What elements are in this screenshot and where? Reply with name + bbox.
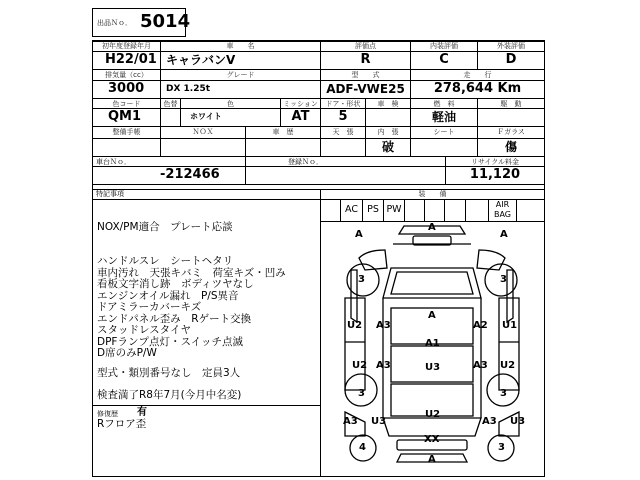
- equipment-airbag-line2: BAG: [493, 210, 512, 219]
- equipment-airbag-line1: AIR: [495, 200, 510, 209]
- maintenance-book-header: 整備手帳: [112, 128, 141, 136]
- front-glass-value: 傷: [504, 140, 517, 154]
- note-model-line: 型式・類別番号なし 定員3人: [97, 367, 241, 379]
- first-registration-value: H22/01: [105, 52, 157, 67]
- mileage-header: 走 行: [463, 71, 492, 79]
- recycle-fee-header: リサイクル料金: [470, 158, 520, 166]
- interior-score-header: 内装評価: [430, 42, 458, 50]
- mark-rear-left-tire: 4: [359, 442, 366, 453]
- mark-right-pillar-lower: A3: [473, 360, 488, 371]
- color-tone-header: 色替: [163, 100, 178, 108]
- seat-header: シート: [433, 128, 455, 136]
- mark-right-side-lower: U2: [500, 360, 516, 371]
- equipment-ac: AC: [345, 204, 358, 215]
- mark-front-left: A: [355, 229, 363, 240]
- car-name-value: キャラバンV: [166, 53, 236, 67]
- registration-header: 登録Ｎｏ．: [288, 158, 323, 166]
- repair-detail: Rフロア歪: [97, 418, 147, 430]
- color-header: 色: [227, 100, 234, 108]
- mark-rear-left-quarter: U3: [371, 416, 387, 427]
- mark-left-side-lower: U2: [352, 360, 368, 371]
- mark-roof-rear: U3: [425, 362, 441, 373]
- lot-label: 出品Ｎｏ．: [97, 19, 132, 27]
- history-header: 車 歴: [272, 128, 294, 136]
- recycle-fee-value: 11,120: [469, 167, 521, 182]
- equipment-pw: PW: [386, 204, 402, 215]
- mark-rear-bottom: A: [428, 454, 436, 465]
- note-line: D席のみP/W: [97, 347, 157, 359]
- mark-tailgate: U2: [425, 409, 441, 420]
- score-value: R: [360, 52, 371, 67]
- mark-front-right: A: [500, 229, 508, 240]
- repair-history-value: 有: [137, 407, 147, 418]
- color-value: ホワイト: [190, 112, 222, 121]
- mark-rear-left-corner: A3: [343, 416, 358, 427]
- note-line: ハンドルスレ シートヘタリ: [97, 255, 234, 267]
- mark-rear-right-quarter: A3: [482, 416, 497, 427]
- fuel-header: 燃 料: [433, 100, 455, 108]
- lot-box: [92, 8, 191, 37]
- mark-rear-bumper: XX: [424, 434, 440, 445]
- note-line: スタッドレスタイヤ: [97, 324, 191, 336]
- nox-header: ＮＯＸ: [192, 128, 214, 136]
- mark-roof-mid: A1: [425, 338, 440, 349]
- note-main: NOX/PM適合 プレート応談: [97, 221, 233, 233]
- grade-value: DX 1.25t: [166, 84, 211, 94]
- notes-header: 特記事項: [96, 190, 124, 198]
- note-line: DPFランプ点灯・スイッチ点滅: [97, 336, 244, 348]
- fuel-value: 軽油: [431, 110, 456, 124]
- mark-rear-right-wheel: 3: [500, 388, 507, 399]
- roof-lining-header: 天 張: [332, 128, 354, 136]
- mark-rear-right-corner: U3: [510, 416, 526, 427]
- lot-number: 5014: [140, 11, 191, 32]
- mark-front-center: A: [428, 222, 436, 233]
- year-header: 初年度登録年月: [102, 42, 151, 50]
- color-code-header: 色コード: [112, 100, 141, 108]
- note-line: ドアミラーカバーキズ: [97, 301, 202, 313]
- transmission-header: ミッション: [283, 100, 318, 108]
- displacement-value: 3000: [108, 81, 145, 96]
- mark-right-side-upper: U1: [502, 320, 518, 331]
- exterior-score-value: D: [505, 52, 517, 67]
- chassis-header: 車台Ｎｏ．: [96, 158, 131, 166]
- model-value: ADF-VWE25: [326, 82, 405, 96]
- mark-right-pillar-upper: A2: [473, 320, 488, 331]
- transmission-value: AT: [291, 109, 310, 124]
- displacement-header: 排気量（cc）: [105, 71, 148, 79]
- equipment-ps: PS: [367, 204, 379, 215]
- drive-header: 駆 動: [500, 100, 522, 108]
- interior-score-value: C: [439, 52, 449, 67]
- note-line: エンジンオイル漏れ P/S異音: [97, 290, 239, 302]
- inspection-header: 車 検: [377, 100, 399, 108]
- interior-lining-header: 内 張: [377, 128, 399, 136]
- mark-left-pillar-lower: A3: [376, 360, 391, 371]
- mark-mirror-left: 3: [358, 274, 365, 285]
- mileage-value: 278,644 Km: [433, 81, 522, 96]
- mark-left-side-upper: U2: [347, 320, 363, 331]
- note-line: 看板文字消し跡 ボディツヤなし: [97, 278, 254, 290]
- grade-header: グレード: [226, 71, 255, 79]
- note-line: 車内汚れ 天張キバミ 荷室キズ・凹み: [97, 267, 286, 279]
- color-code-value: QM1: [108, 109, 142, 124]
- note-inspection-line: 検査満了R8年7月(今月中名変): [97, 389, 242, 401]
- exterior-score-header: 外装評価: [497, 42, 525, 50]
- model-header: 型 式: [351, 71, 380, 79]
- mark-rear-left-wheel: 3: [358, 388, 365, 399]
- left-front-outline: [347, 250, 387, 322]
- mark-roof-front: A: [428, 310, 436, 321]
- right-front-outline: [477, 250, 517, 322]
- mark-left-pillar-upper: A3: [376, 320, 391, 331]
- doors-value: 5: [338, 109, 348, 124]
- score-header: 評価点: [355, 42, 376, 50]
- car-name-header: 車 名: [226, 42, 255, 50]
- repair-history-label: 修復歴: [97, 410, 118, 418]
- mark-mirror-right: 3: [500, 274, 507, 285]
- interior-lining-value: 破: [381, 140, 394, 154]
- mark-rear-right-tire: 3: [498, 442, 505, 453]
- note-line: エンドパネル歪み Rゲート交換: [97, 313, 252, 325]
- chassis-value: -212466: [160, 167, 220, 182]
- front-glass-header: Ｆガラス: [497, 128, 525, 136]
- equipment-header: 装 備: [418, 190, 447, 198]
- doors-header: ドア・形状: [325, 100, 361, 108]
